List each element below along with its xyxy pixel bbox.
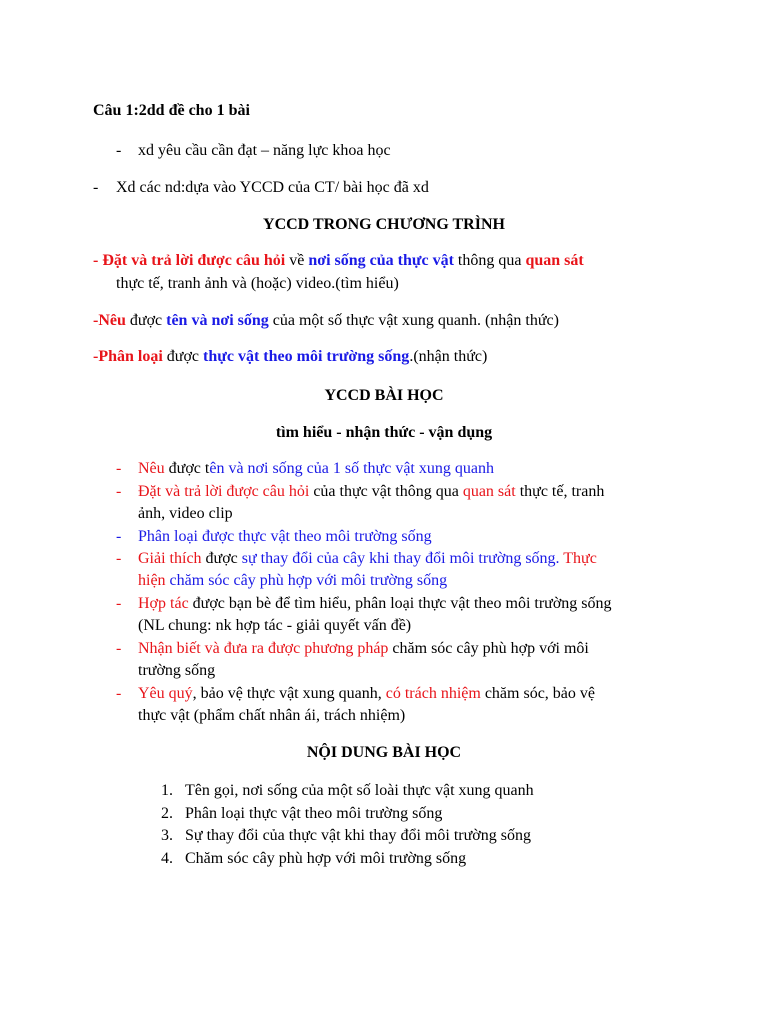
lesson-requirement-4-cont: hiện chăm sóc cây phù hợp với môi trường sống [138, 572, 448, 589]
intro-item-1: xd yêu cầu cần đạt – năng lực khoa học [138, 142, 391, 159]
lesson-requirement-7-cont: thực vật (phẩm chất nhân ái, trách nhiệm) [138, 707, 406, 724]
lesson-requirement-6-cont: trường sống [138, 662, 216, 679]
program-requirement-2: -Nêu được tên và nơi sống của một số thực vật xung quanh. (nhận thức) [93, 312, 559, 329]
content-item-3: Sự thay đổi của thực vật khi thay đổi môi trường sống [185, 827, 531, 844]
lesson-requirement-4: Giải thích được sự thay đổi của cây khi thay đổi môi trường sống. Thực [138, 550, 597, 567]
section-subtitle: tìm hiểu - nhận thức - vận dụng [275, 424, 493, 441]
bullet-dash: - [116, 142, 122, 159]
bullet-dash: - [116, 483, 122, 500]
lesson-requirement-5: Hợp tác được bạn bè để tìm hiểu, phân loại thực vật theo môi trường sống [138, 595, 612, 612]
lesson-requirement-2-cont: ảnh, video clip [138, 505, 233, 522]
list-number: 2. [161, 805, 173, 822]
lesson-requirement-7: Yêu quý, bảo vệ thực vật xung quanh, có trách nhiệm chăm sóc, bảo vệ [138, 685, 595, 702]
bullet-dash: - [116, 550, 122, 567]
content-item-2: Phân loại thực vật theo môi trường sống [185, 805, 443, 822]
bullet-dash: - [116, 685, 122, 702]
bullet-dash: - [93, 179, 99, 196]
lesson-requirement-6: Nhận biết và đưa ra được phương pháp chăm sóc cây phù hợp với môi [138, 640, 589, 657]
section-title-yccd-chuong-trinh: YCCD TRONG CHƯƠNG TRÌNH [263, 216, 505, 233]
content-item-4: Chăm sóc cây phù hợp với môi trường sống [185, 850, 467, 867]
bullet-dash: - [116, 528, 122, 545]
bullet-dash: - [116, 640, 122, 657]
intro-item-2: Xd các nd:dựa vào YCCD của CT/ bài học đã xd [116, 179, 429, 196]
list-number: 3. [161, 827, 173, 844]
list-number: 1. [161, 782, 173, 799]
lesson-requirement-2: Đặt và trả lời được câu hỏi của thực vật thông qua quan sát thực tế, tranh [138, 483, 605, 500]
content-item-1: Tên gọi, nơi sống của một số loài thực vật xung quanh [185, 782, 534, 799]
lesson-requirement-5-cont: (NL chung: nk hợp tác - giải quyết vấn đề) [138, 617, 412, 634]
bullet-dash: - [116, 460, 122, 477]
program-requirement-1: - Đặt và trả lời được câu hỏi về nơi sống của thực vật thông qua quan sát [93, 252, 584, 269]
lesson-requirement-1: Nêu được tên và nơi sống của 1 số thực vật xung quanh [138, 460, 494, 477]
list-number: 4. [161, 850, 173, 867]
section-title-yccd-bai-hoc: YCCD BÀI HỌC [324, 387, 444, 404]
section-title-noi-dung: NỘI DUNG BÀI HỌC [306, 744, 462, 761]
bullet-dash: - [116, 595, 122, 612]
program-requirement-3: -Phân loại được thực vật theo môi trường sống.(nhận thức) [93, 348, 488, 365]
question-heading: Câu 1:2dd đề cho 1 bài [93, 102, 250, 119]
program-requirement-1-cont: thực tế, tranh ảnh và (hoặc) video.(tìm hiểu) [116, 275, 399, 292]
lesson-requirement-3: Phân loại được thực vật theo môi trường sống [138, 528, 432, 545]
